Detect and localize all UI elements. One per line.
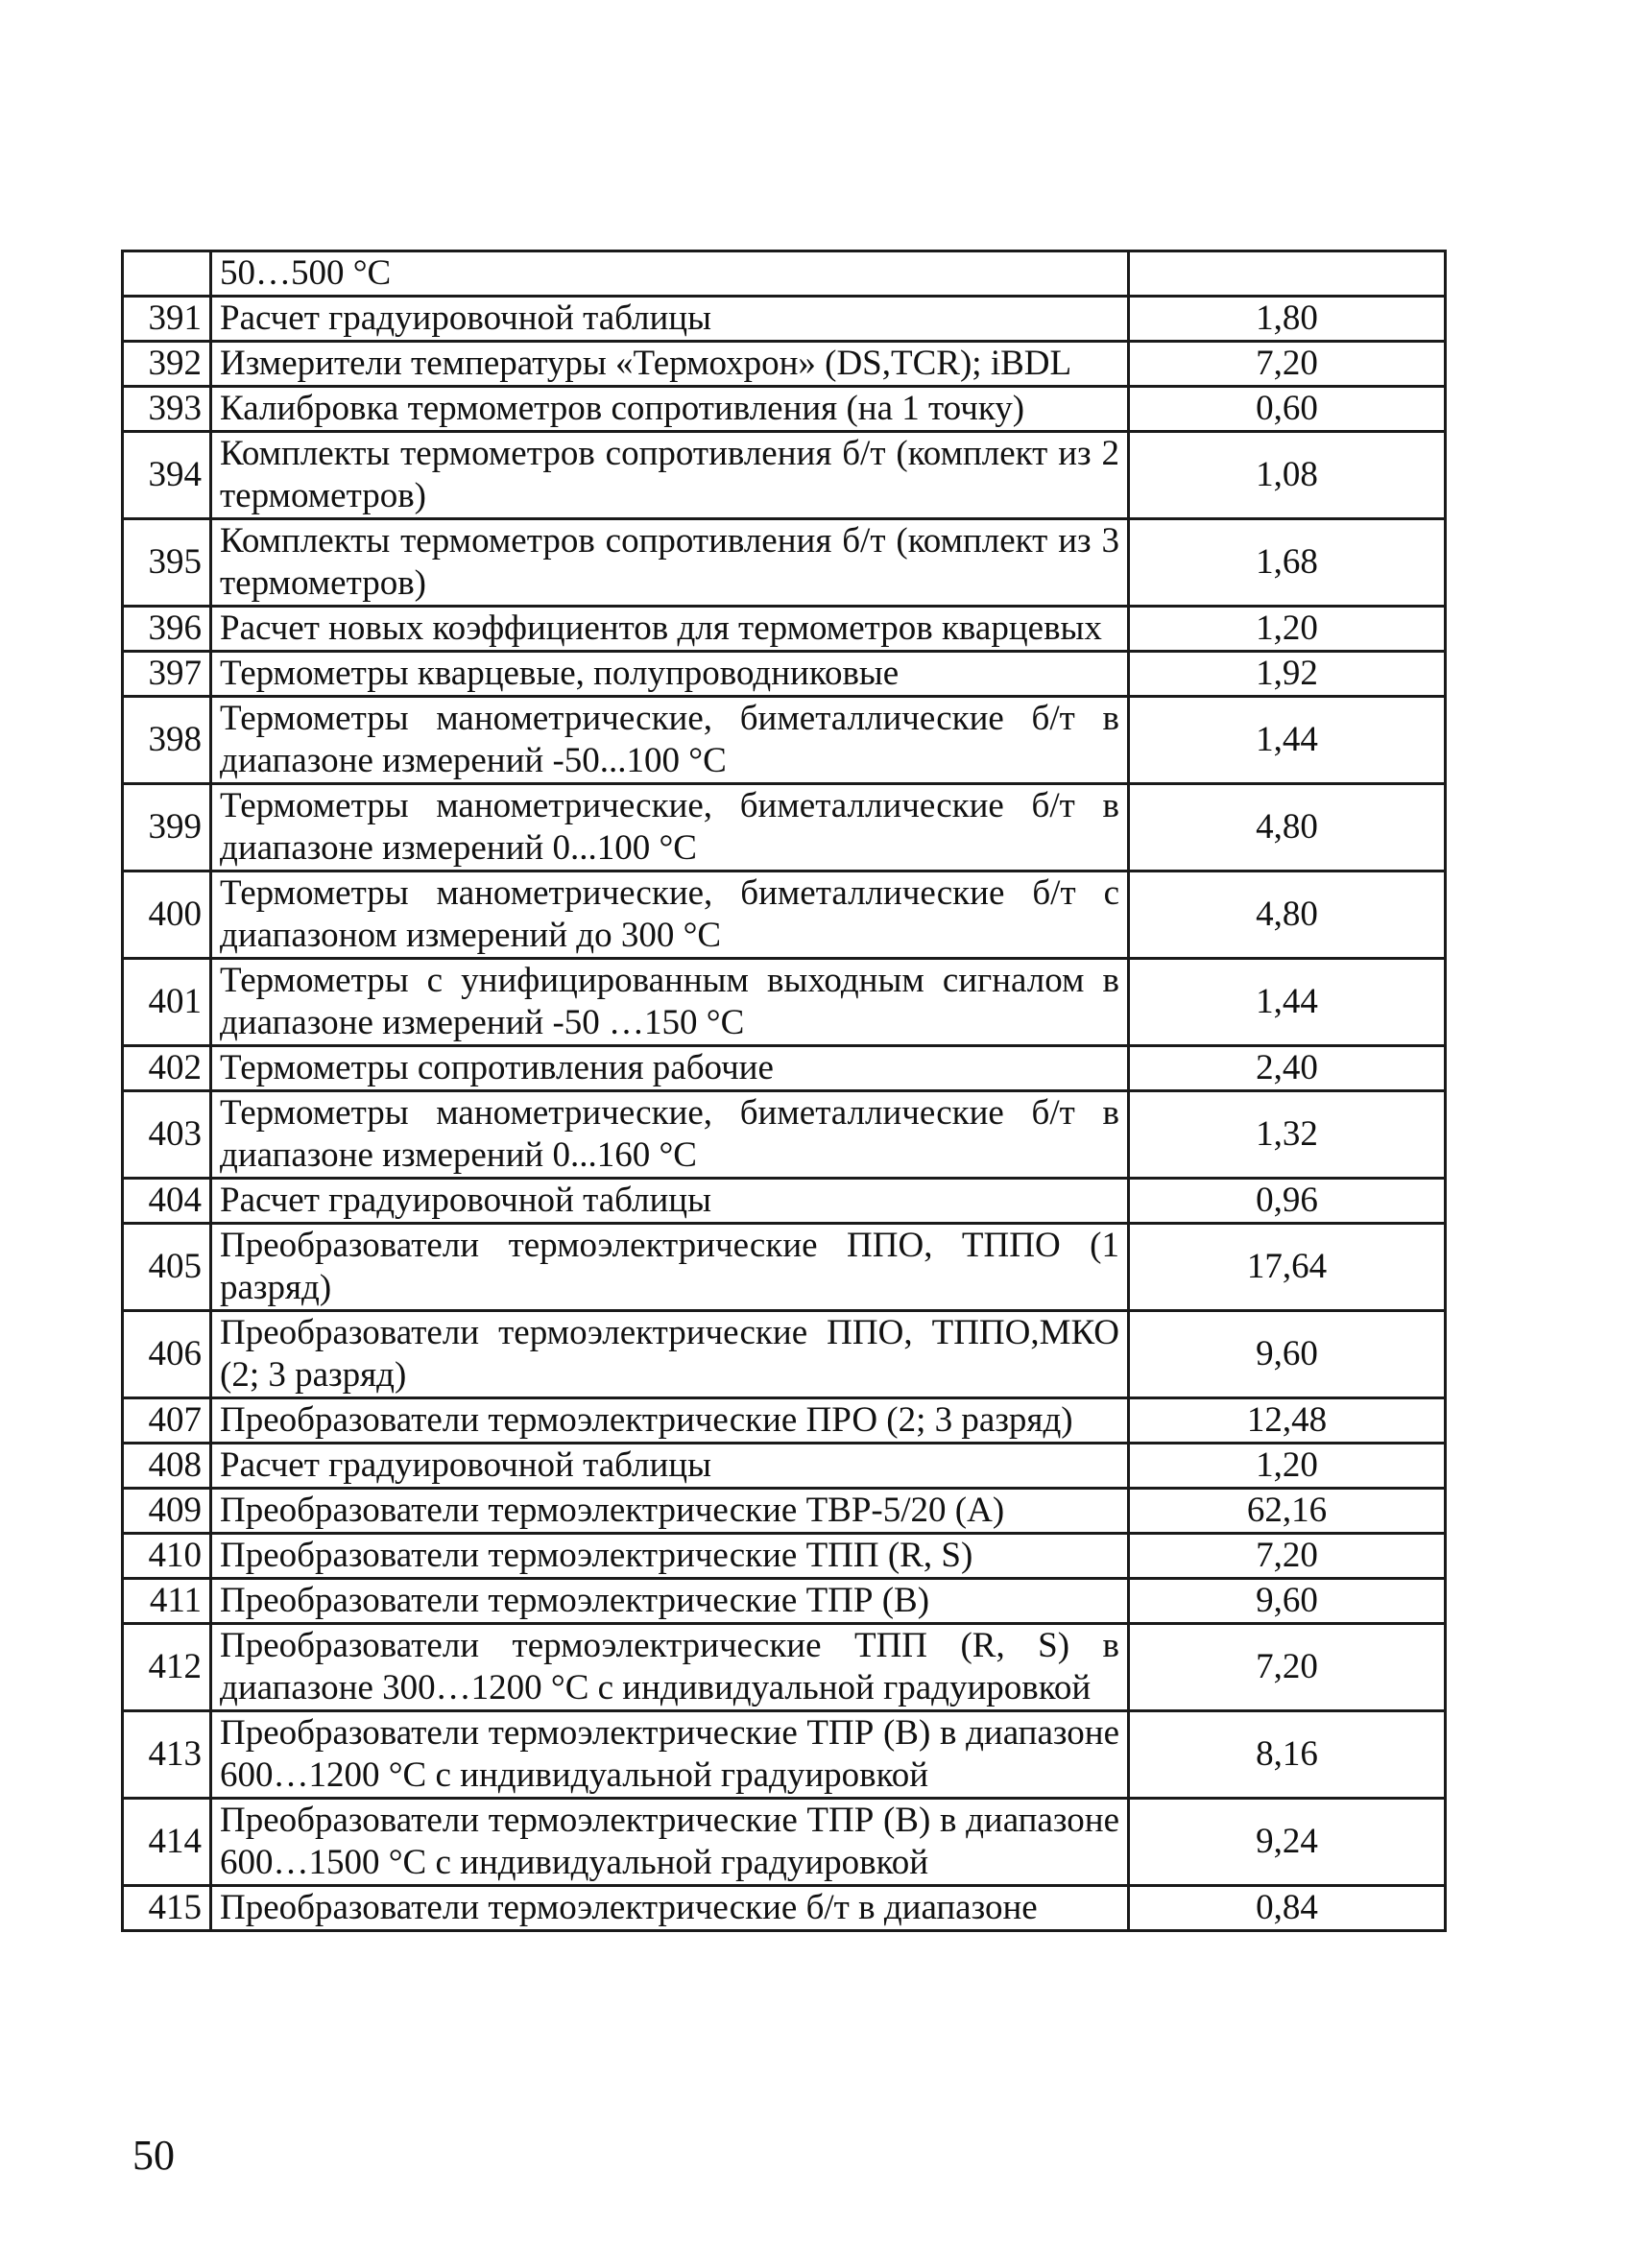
page-number: 50 [132, 2132, 175, 2179]
table-row [123, 1311, 1446, 1398]
row-value: 0,60 [1129, 387, 1446, 432]
row-description: Комплекты термометров сопротивления б/т (комплект из 3 термометров) [211, 519, 1129, 607]
table-row [123, 607, 1446, 652]
table-body [123, 251, 1446, 1931]
table-row [123, 342, 1446, 387]
row-number: 396 [123, 607, 211, 652]
row-description: Преобразователи термоэлектрические ТПП (R, S) [211, 1534, 1129, 1579]
table-row [123, 1624, 1446, 1711]
row-value: 1,80 [1129, 297, 1446, 342]
row-description: Расчет градуировочной таблицы [211, 297, 1129, 342]
row-number: 402 [123, 1046, 211, 1091]
row-description: Термометры манометрические, биметаллические б/т с диапазоном измерений до 300 °С [211, 871, 1129, 959]
row-number: 392 [123, 342, 211, 387]
row-description: Преобразователи термоэлектрические б/т в диапазоне [211, 1886, 1129, 1931]
row-number: 410 [123, 1534, 211, 1579]
row-description: Термометры манометрические, биметаллические б/т в диапазоне измерений -50...100 °С [211, 697, 1129, 784]
table-row [123, 519, 1446, 607]
row-value: 7,20 [1129, 342, 1446, 387]
row-description: Измерители температуры «Термохрон» (DS,TCR); iBDL [211, 342, 1129, 387]
table-row [123, 1489, 1446, 1534]
row-description: Преобразователи термоэлектрические ТВР-5/20 (А) [211, 1489, 1129, 1534]
row-value: 62,16 [1129, 1489, 1446, 1534]
table-row [123, 251, 1446, 297]
table-row [123, 652, 1446, 697]
table-row [123, 1224, 1446, 1311]
table-row [123, 1886, 1446, 1931]
table-row [123, 1711, 1446, 1799]
row-number: 391 [123, 297, 211, 342]
row-number: 394 [123, 432, 211, 519]
table-row [123, 1398, 1446, 1444]
row-value: 4,80 [1129, 784, 1446, 871]
row-description: Расчет новых коэффициентов для термометров кварцевых [211, 607, 1129, 652]
row-description: 50…500 °С [211, 251, 1129, 297]
row-number: 395 [123, 519, 211, 607]
row-value: 7,20 [1129, 1624, 1446, 1711]
row-value: 1,20 [1129, 607, 1446, 652]
row-description: Термометры манометрические, биметаллические б/т в диапазоне измерений 0...160 °С [211, 1091, 1129, 1179]
row-number: 412 [123, 1624, 211, 1711]
row-description: Преобразователи термоэлектрические ТПП (R, S) в диапазоне 300…1200 °С с индивидуальной градуировкой [211, 1624, 1129, 1711]
row-number: 406 [123, 1311, 211, 1398]
row-value: 1,68 [1129, 519, 1446, 607]
row-value: 0,84 [1129, 1886, 1446, 1931]
row-value: 0,96 [1129, 1179, 1446, 1224]
row-number: 400 [123, 871, 211, 959]
table-row [123, 1444, 1446, 1489]
row-value: 1,44 [1129, 697, 1446, 784]
table-row [123, 297, 1446, 342]
row-value: 17,64 [1129, 1224, 1446, 1311]
table-row [123, 1179, 1446, 1224]
row-value: 1,44 [1129, 959, 1446, 1046]
row-description: Термометры с унифицированным выходным сигналом в диапазоне измерений -50 …150 °С [211, 959, 1129, 1046]
table-row [123, 959, 1446, 1046]
row-number: 401 [123, 959, 211, 1046]
row-value: 9,24 [1129, 1799, 1446, 1886]
row-description: Термометры кварцевые, полупроводниковые [211, 652, 1129, 697]
table-row [123, 1046, 1446, 1091]
row-number: 408 [123, 1444, 211, 1489]
row-description: Преобразователи термоэлектрические ТПР (В) [211, 1579, 1129, 1624]
row-number [123, 251, 211, 297]
row-value: 9,60 [1129, 1579, 1446, 1624]
row-number: 405 [123, 1224, 211, 1311]
row-value [1129, 251, 1446, 297]
row-value: 9,60 [1129, 1311, 1446, 1398]
row-description: Расчет градуировочной таблицы [211, 1179, 1129, 1224]
row-value: 12,48 [1129, 1398, 1446, 1444]
row-value: 1,32 [1129, 1091, 1446, 1179]
row-description: Термометры манометрические, биметаллические б/т в диапазоне измерений 0...100 °С [211, 784, 1129, 871]
price-table [121, 250, 1447, 1932]
table-row [123, 697, 1446, 784]
row-description: Преобразователи термоэлектрические ППО, ТППО (1 разряд) [211, 1224, 1129, 1311]
row-description: Комплекты термометров сопротивления б/т (комплект из 2 термометров) [211, 432, 1129, 519]
row-number: 409 [123, 1489, 211, 1534]
row-description: Преобразователи термоэлектрические ТПР (В) в диапазоне 600…1200 °С с индивидуальной градуировкой [211, 1711, 1129, 1799]
row-description: Расчет градуировочной таблицы [211, 1444, 1129, 1489]
table-row [123, 432, 1446, 519]
row-number: 397 [123, 652, 211, 697]
row-description: Преобразователи термоэлектрические ПРО (2; 3 разряд) [211, 1398, 1129, 1444]
row-number: 404 [123, 1179, 211, 1224]
row-value: 2,40 [1129, 1046, 1446, 1091]
row-value: 1,20 [1129, 1444, 1446, 1489]
row-value: 1,08 [1129, 432, 1446, 519]
table-row [123, 871, 1446, 959]
table-row [123, 1799, 1446, 1886]
row-value: 8,16 [1129, 1711, 1446, 1799]
row-number: 411 [123, 1579, 211, 1624]
row-value: 7,20 [1129, 1534, 1446, 1579]
table-row [123, 784, 1446, 871]
row-value: 1,92 [1129, 652, 1446, 697]
row-description: Преобразователи термоэлектрические ППО, ТППО,МКО (2; 3 разряд) [211, 1311, 1129, 1398]
row-number: 414 [123, 1799, 211, 1886]
row-value: 4,80 [1129, 871, 1446, 959]
row-number: 413 [123, 1711, 211, 1799]
row-number: 399 [123, 784, 211, 871]
row-description: Калибровка термометров сопротивления (на 1 точку) [211, 387, 1129, 432]
row-number: 415 [123, 1886, 211, 1931]
row-number: 398 [123, 697, 211, 784]
table-row [123, 1091, 1446, 1179]
row-description: Термометры сопротивления рабочие [211, 1046, 1129, 1091]
table-row [123, 387, 1446, 432]
table-row [123, 1579, 1446, 1624]
row-number: 403 [123, 1091, 211, 1179]
row-description: Преобразователи термоэлектрические ТПР (В) в диапазоне 600…1500 °С с индивидуальной градуировкой [211, 1799, 1129, 1886]
row-number: 407 [123, 1398, 211, 1444]
table-row [123, 1534, 1446, 1579]
row-number: 393 [123, 387, 211, 432]
